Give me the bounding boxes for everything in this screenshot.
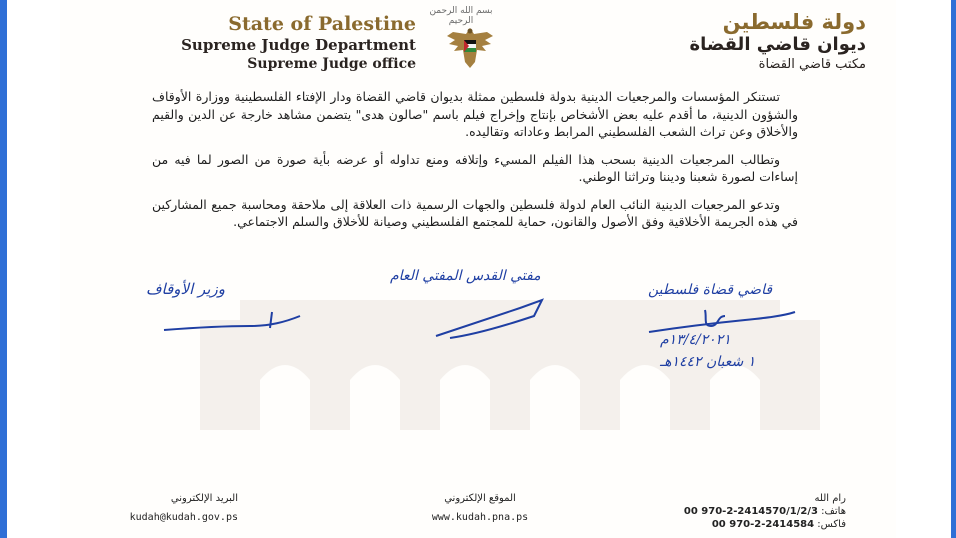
email-label: البريد الإلكتروني	[170, 493, 238, 504]
english-letterhead	[86, 14, 416, 73]
fax-number: 00 970-2-2414584	[711, 519, 815, 530]
footer-contact	[646, 492, 846, 531]
ar-department-title: ديوان قاضي القضاة	[689, 34, 866, 55]
letter-footer	[60, 488, 896, 532]
en-state-title: State of Palestine	[228, 13, 416, 35]
hijri-date: ١ شعبان ١٤٤٢هـ	[660, 354, 756, 370]
body-paragraph: وتطالب المرجعيات الدينية بسحب هذا الفيلم المسيء وإتلافه ومنع تداوله أو عرضه بأية صورة من الصور لما فيه من إساءات لصورة شعبنا وديننا وتراثنا الوطني.	[152, 151, 798, 184]
arabic-letterhead	[636, 10, 866, 74]
signatures-block	[140, 268, 840, 388]
right-frame-border	[951, 0, 956, 538]
body-paragraph: وتدعو المرجعيات الدينية النائب العام لدولة فلسطين والجهات الرسمية ذات العلاقة إلى ملاحقة ومحاسبة جميع المشاركين في هذه الجريمة الأخلاقية وفق الأصول والقانون، حماية للمجتمع الفلسطيني وصيانة للأخلاق والسلم الاجتماعي.	[152, 196, 798, 229]
right-signature-title: قاضي قضاة فلسطين	[648, 282, 773, 298]
gregorian-date: ١٣/٤/٢٠٢١م	[660, 332, 731, 348]
left-frame-border	[0, 0, 7, 538]
footer-website	[400, 492, 560, 524]
en-office-title: Supreme Judge office	[247, 56, 416, 72]
phone-label: هاتف:	[821, 506, 846, 517]
website-label: الموقع الإلكتروني	[444, 493, 516, 504]
en-department-title: Supreme Judge Department	[181, 36, 416, 54]
body-paragraph: تستنكر المؤسسات والمرجعيات الدينية بدولة فلسطين ممثلة بديوان قاضي القضاة ودار الإفتاء الفلسطينية ووزارة الأوقاف والشؤون الدينية، ما أقدم عليه بعض الأشخاص بإنتاج وإخراج فيلم باسم "صالون هدى" يتضمن مشاهد خارجة عن الدين والقيم والأخلاق وعن تراث الشعب الفلسطيني المرابط وعاداته وتقاليده.	[152, 89, 798, 139]
ar-office-title: مكتب قاضي القضاة	[758, 57, 866, 72]
email-link[interactable]: kudah@kudah.gov.ps	[129, 512, 238, 523]
city-label: رام الله	[814, 493, 846, 504]
letter-page	[60, 0, 896, 538]
footer-email	[68, 492, 238, 524]
center-signature-title: مفتي القدس المفتي العام	[390, 268, 541, 284]
ar-state-title: دولة فلسطين	[722, 10, 866, 34]
letter-body	[152, 88, 798, 241]
website-link[interactable]: www.kudah.pna.ps	[431, 512, 529, 523]
fax-label: فاكس:	[817, 519, 846, 530]
basmala-text: بسم الله الرحمن الرحيم	[429, 6, 493, 26]
left-signature-title: وزير الأوقاف	[146, 280, 225, 298]
center-signature-icon	[430, 294, 560, 342]
left-signature-icon	[160, 306, 310, 340]
palestine-eagle-emblem-icon	[445, 24, 495, 72]
phone-number: 00 970-2-2414570/1/2/3	[683, 506, 818, 517]
